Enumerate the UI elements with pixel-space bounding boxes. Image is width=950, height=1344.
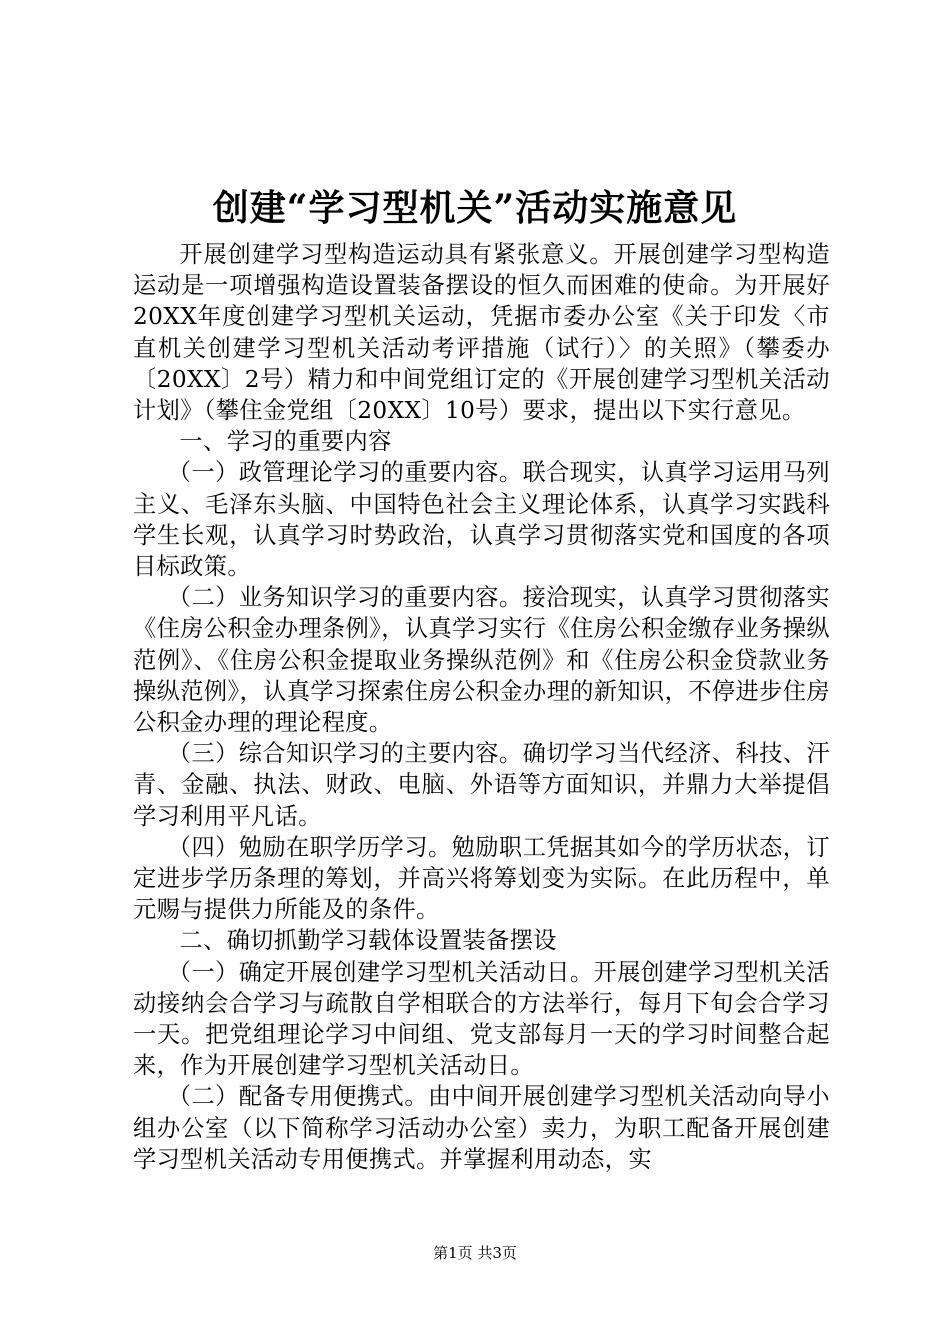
section-heading-1: 一、学习的重要内容 — [179, 428, 392, 456]
subsection-paragraph: （一）政管理论学习的重要内容。联合现实，认真学习运用马列主义、毛泽东头脑、中国特色社会主义理论体系，认真学习实践科学生长观，认真学习时势政治，认真学习贯彻落实党和国度的各项目标政策。 — [133, 459, 830, 581]
subsection-paragraph: （二）业务知识学习的重要内容。接洽现实，认真学习贯彻落实《住房公积金办理条例》，认真学习实行《住房公积金缴存业务操纵范例》、《住房公积金提取业务操纵范例》和《住房公积金贷款业务操纵范例》，认真学习探索住房公积金办理的新知识，不停进步住房公积金办理的理论程度。 — [133, 584, 830, 737]
subsection-paragraph: （四）勉励在职学历学习。勉励职工凭据其如今的学历状态，订定进步学历条理的筹划，并高兴将筹划变为实际。在此历程中，单元赐与提供力所能及的条件。 — [133, 833, 830, 924]
intro-paragraph: 开展创建学习型构造运动具有紧张意义。开展创建学习型构造运动是一项增强构造设置装备摆设的恒久而困难的使命。为开展好20XX年度创建学习型机关运动，凭据市委办公室《关于印发〈市直机关创建学习型机关活动考评措施（试行）〉的关照》（攀委办〔20XX〕2号）精力和中间党组订定的《开展创建学习型机关活动计划》（攀住金党组〔20XX〕10号）要求，提出以下实行意见。 — [133, 241, 830, 425]
subsection-paragraph: （三）综合知识学习的主要内容。确切学习当代经济、科技、汗青、金融、执法、财政、电脑、外语等方面知识，并鼎力大举提倡学习利用平凡话。 — [133, 740, 830, 830]
document-title: 创建“学习型机关”活动实施意见 — [212, 187, 738, 229]
subsection-paragraph: （二）配备专用便携式。由中间开展创建学习型机关活动向导小组办公室（以下简称学习活动办公室）卖力，为职工配备开展创建学习型机关活动专用便携式。并掌握利用动态，实 — [133, 1083, 830, 1173]
document-body — [133, 239, 830, 1175]
subsection-paragraph: （一）确定开展创建学习型机关活动日。开展创建学习型机关活动接纳会合学习与疏散自学相联合的方法举行，每月下旬会合学习一天。把党组理论学习中间组、党支部每月一天的学习时间整合起来，作为开展创建学习型机关活动日。 — [133, 958, 830, 1080]
section-heading-2: 二、确切抓勤学习载体设置装备摆设 — [179, 927, 557, 955]
page-indicator: 第1页 共3页 — [433, 1244, 517, 1262]
page-footer — [0, 1243, 950, 1263]
